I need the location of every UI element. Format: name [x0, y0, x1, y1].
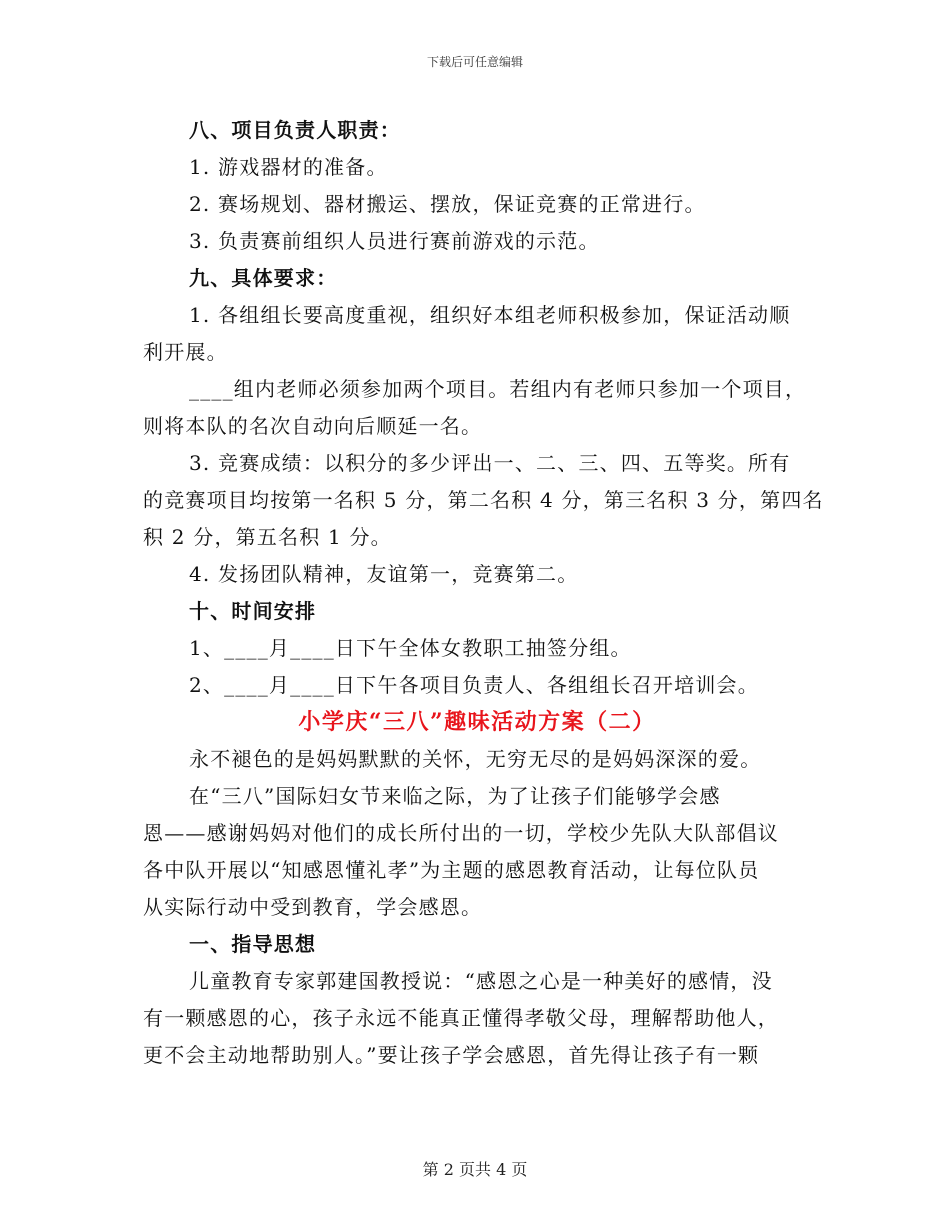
paragraph-line: 3. 竞赛成绩：以积分的多少评出一、二、三、四、五等奖。所有: [189, 451, 791, 475]
paragraph-line: 3. 负责赛前组织人员进行赛前游戏的示范。: [189, 229, 600, 253]
paragraph-line: 2、____月____日下午各项目负责人、各组组长召开培训会。: [189, 673, 759, 697]
section-heading-schedule: 十、时间安排: [189, 599, 317, 623]
paragraph-line: 4. 发扬团队精神，友谊第一，竞赛第二。: [189, 562, 579, 586]
paragraph-line: 从实际行动中受到教育，学会感恩。: [143, 895, 483, 919]
paragraph-line: 则将本队的名次自动向后顺延一名。: [143, 414, 483, 438]
paragraph-line: 在“三八”国际妇女节来临之际，为了让孩子们能够学会感: [189, 784, 721, 808]
section-heading-requirements: 九、具体要求：: [189, 266, 338, 290]
paragraph-line: 更不会主动地帮助别人。”要让孩子学会感恩，首先得让孩子有一颗: [143, 1043, 760, 1067]
section-heading-responsibilities: 八、项目负责人职责：: [189, 118, 401, 142]
paragraph-line: 2. 赛场规划、器材搬运、摆放，保证竞赛的正常进行。: [189, 192, 706, 216]
paragraph-line: 永不褪色的是妈妈默默的关怀，无穷无尽的是妈妈深深的爱。: [189, 747, 762, 771]
paragraph-line: 1、____月____日下午全体女教职工抽签分组。: [189, 636, 632, 660]
section-heading-guiding-principle: 一、指导思想: [189, 932, 317, 956]
paragraph-line: 有一颗感恩的心，孩子永远不能真正懂得孝敬父母，理解帮助他人，: [143, 1006, 779, 1030]
paragraph-line: 积 2 分，第五名积 1 分。: [143, 525, 392, 549]
document-body: [143, 112, 824, 1074]
paragraph-line: 1. 游戏器材的准备。: [189, 155, 388, 179]
paragraph-line: 的竞赛项目均按第一名积 5 分，第二名积 4 分，第三名积 3 分，第四名: [143, 488, 824, 512]
page-header: 下载后可任意编辑: [426, 55, 523, 69]
paragraph-line: 儿童教育专家郭建国教授说：“感恩之心是一种美好的感情，没: [189, 969, 773, 993]
paragraph-line: 利开展。: [143, 340, 228, 364]
paragraph-line: 恩——感谢妈妈对他们的成长所付出的一切，学校少先队大队部倡议: [143, 821, 779, 845]
document-title: 小学庆“三八”趣味活动方案（二）: [298, 709, 656, 735]
page-footer: 第 2 页共 4 页: [422, 1160, 528, 1179]
paragraph-line: 1. 各组组长要高度重视，组织好本组老师积极参加，保证活动顺: [189, 303, 791, 327]
paragraph-line: ____组内老师必须参加两个项目。若组内有老师只参加一个项目，: [189, 377, 807, 401]
paragraph-line: 各中队开展以“知感恩懂礼孝”为主题的感恩教育活动，让每位队员: [143, 858, 760, 882]
